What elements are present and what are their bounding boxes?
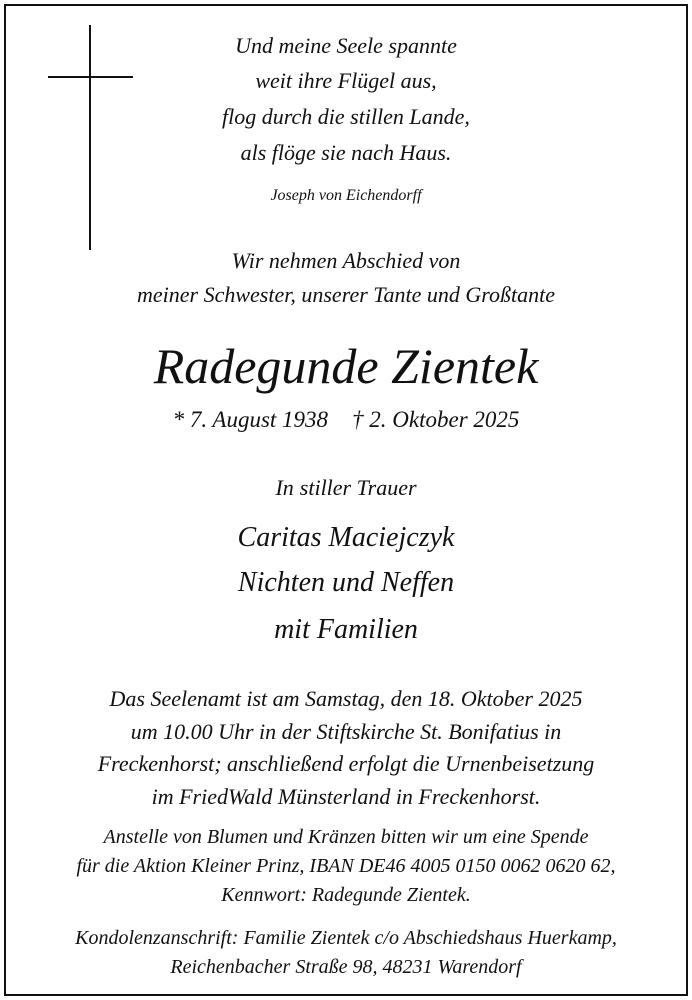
mourning-prefix: In [275, 475, 294, 500]
intro-line: Wir nehmen Abschied von [231, 248, 461, 273]
address-line: Kondolenzanschrift: Familie Zientek c/o Abschiedshaus Huerkamp, [75, 927, 617, 949]
service-line: Das Seelenamt ist am Samstag, den 18. Oktober 2025 [109, 686, 583, 711]
poem-line: weit ihre Flügel aus, [255, 68, 437, 93]
service-line: Freckenhorst; anschließend erfolgt die Urnenbeisetzung [97, 751, 595, 776]
donation-line: für die Aktion Kleiner Prinz, IBAN DE46 4005 0150 0062 0620 62, [76, 855, 616, 877]
mourner-name: Nichten und Neffen [237, 567, 455, 598]
donation-line: Kennwort: Radegunde Zientek. [221, 884, 471, 906]
service-line: im FriedWald Münsterland in Freckenhorst. [151, 784, 541, 809]
address-line: Reichenbacher Straße 98, 48231 Warendorf [170, 956, 522, 978]
mourner-name: Caritas Maciejczyk [237, 522, 455, 553]
birth-date: * 7. August 1938 [172, 407, 329, 432]
mourner-name: mit Familien [274, 614, 418, 645]
donation-line: Anstelle von Blumen und Kränzen bitten wir um eine Spende [103, 826, 589, 848]
cross-vertical-bar [89, 25, 91, 250]
death-date: † 2. Oktober 2025 [352, 407, 520, 432]
intro-line: meiner Schwester, unserer Tante und Großtante [137, 282, 555, 307]
poem-line: flog durch die stillen Lande, [222, 104, 470, 129]
life-dates [0, 408, 692, 431]
deceased-name: Radegunde Zientek [153, 338, 539, 394]
poem-line: Und meine Seele spannte [235, 33, 457, 58]
mourning-text: stiller Trauer [299, 475, 417, 500]
mourning-phrase [0, 477, 692, 499]
poem-line: als flöge sie nach Haus. [240, 140, 452, 165]
service-line: um 10.00 Uhr in der Stiftskirche St. Bonifatius in [130, 719, 562, 744]
poem-author: Joseph von Eichendorff [270, 187, 422, 204]
